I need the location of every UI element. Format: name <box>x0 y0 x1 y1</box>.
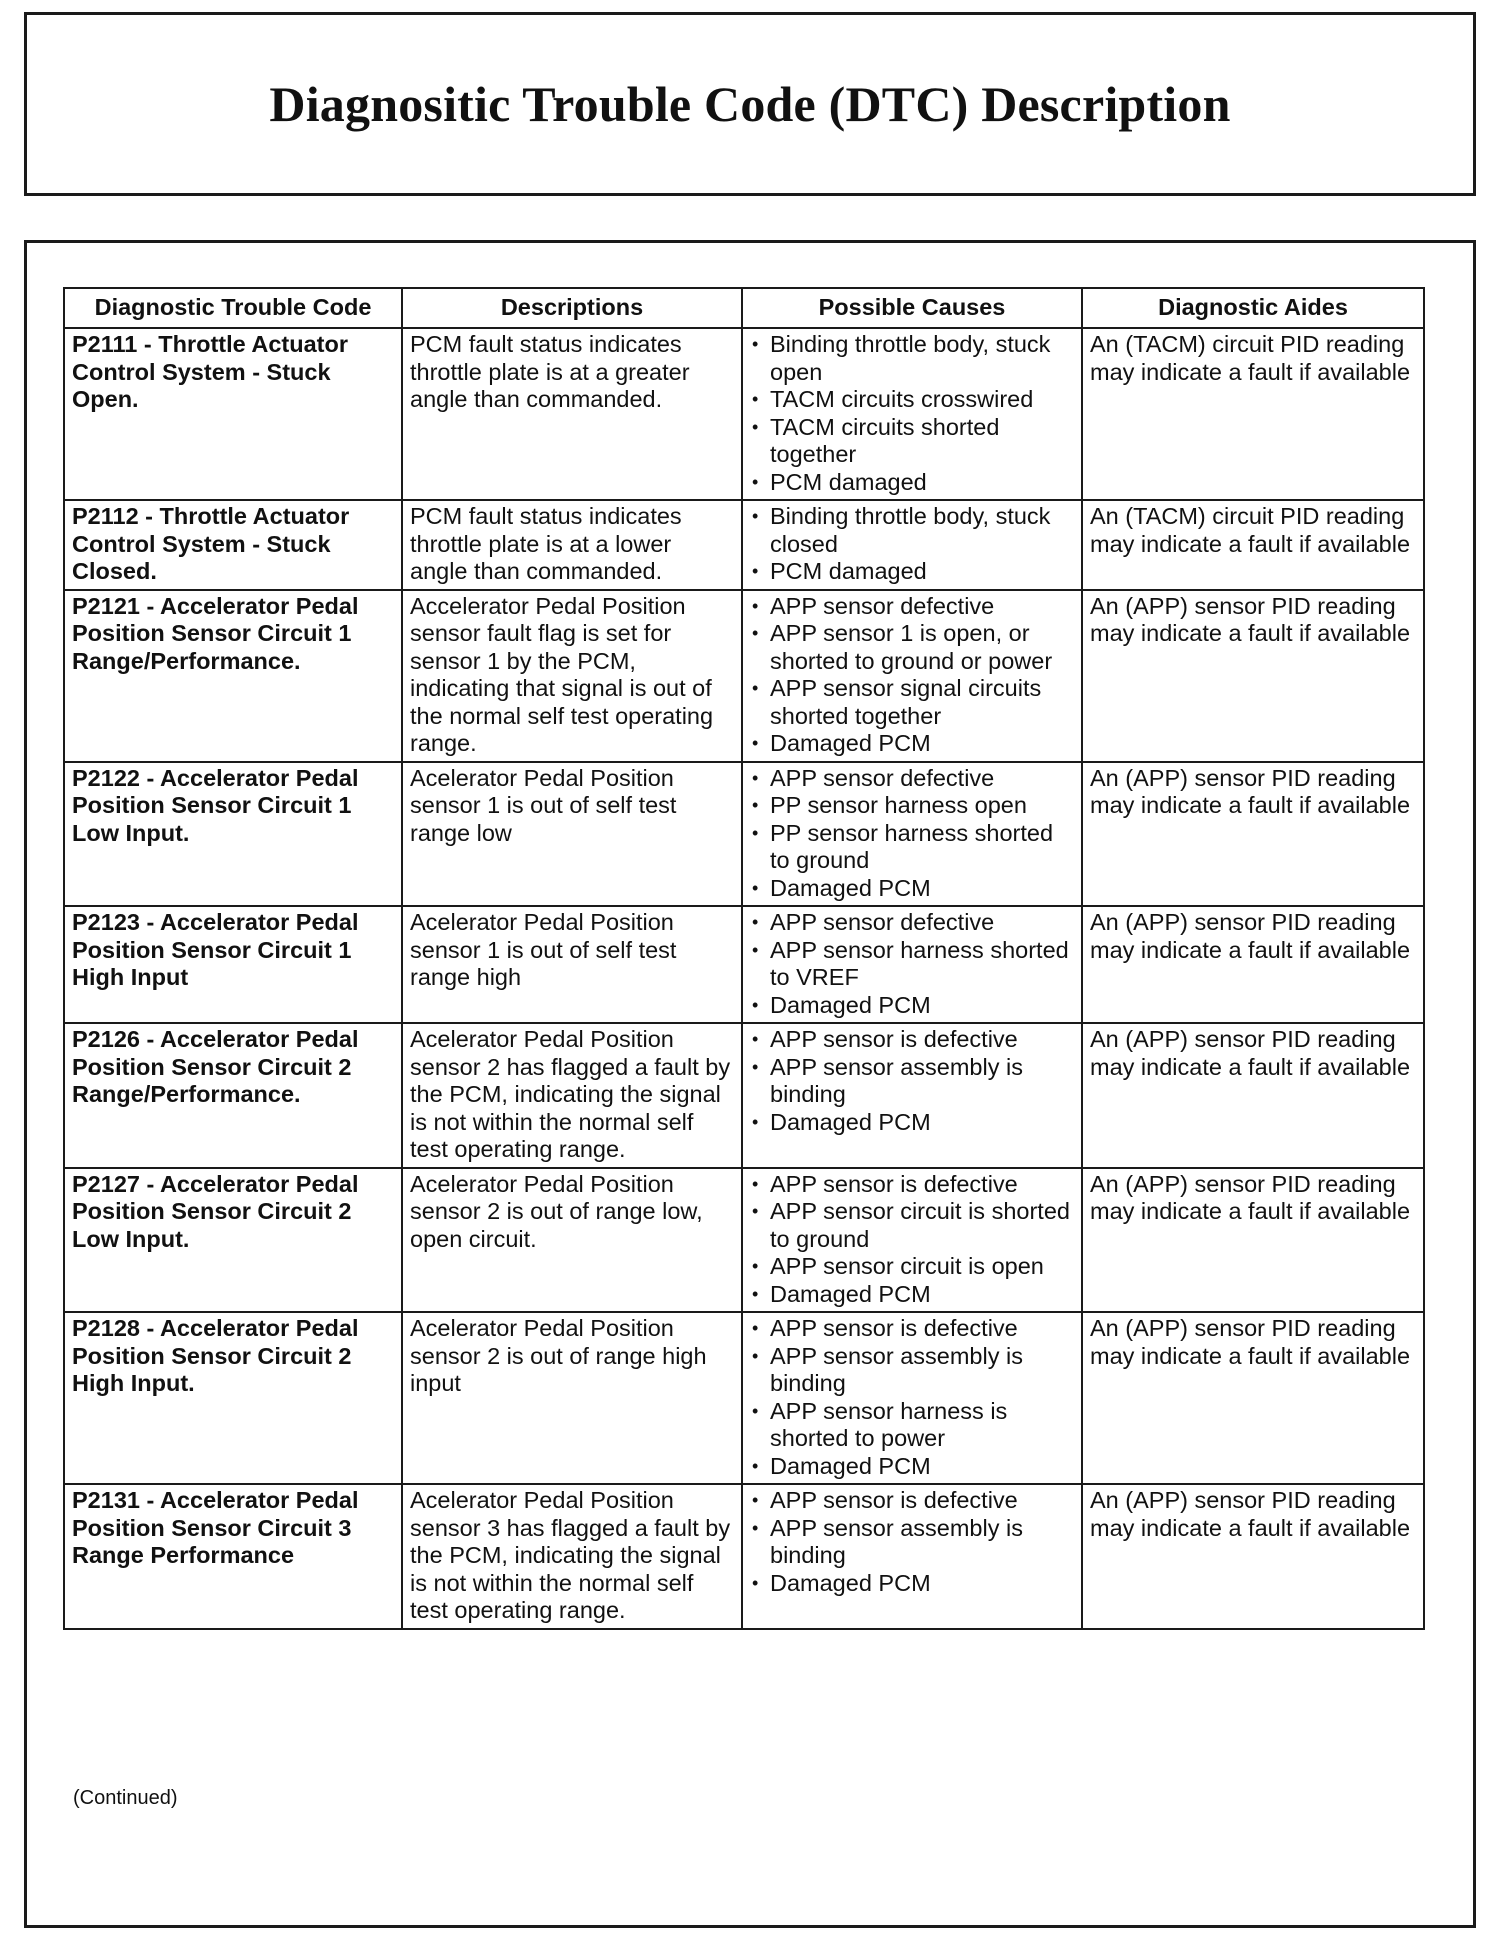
description-cell: Acelerator Pedal Position sensor 3 has flagged a fault by the PCM, indicating the signal is not within the normal self test operating range. <box>402 1484 742 1629</box>
cause-item: • Damaged PCM <box>750 992 1074 1020</box>
cause-item: • Damaged PCM <box>750 875 1074 903</box>
cause-item: • APP sensor assembly is binding <box>750 1343 1074 1398</box>
cause-item: • APP sensor assembly is binding <box>750 1515 1074 1570</box>
cause-item: • TACM circuits crosswired <box>750 386 1074 414</box>
dtc-code-cell: P2127 - Accelerator Pedal Position Sensor Circuit 2 Low Input. <box>64 1168 402 1313</box>
possible-causes-cell <box>742 328 1082 500</box>
table-row <box>64 906 1424 1023</box>
causes-list <box>750 765 1074 903</box>
possible-causes-cell <box>742 500 1082 590</box>
cause-item: • APP sensor assembly is binding <box>750 1054 1074 1109</box>
cause-item: • APP sensor defective <box>750 593 1074 621</box>
description-cell: Acelerator Pedal Position sensor 2 has flagged a fault by the PCM, indicating the signal is not within the normal self test operating range. <box>402 1023 742 1168</box>
diagnostic-aide-cell: An (APP) sensor PID reading may indicate a fault if available <box>1082 1312 1424 1484</box>
cause-item: • APP sensor circuit is open <box>750 1253 1074 1281</box>
cause-item: • PP sensor harness open <box>750 792 1074 820</box>
diagnostic-aide-cell: An (APP) sensor PID reading may indicate a fault if available <box>1082 1168 1424 1313</box>
cause-item: • APP sensor harness shorted to VREF <box>750 937 1074 992</box>
column-header-causes: Possible Causes <box>742 288 1082 328</box>
possible-causes-cell <box>742 1168 1082 1313</box>
description-cell: Acelerator Pedal Position sensor 1 is out of self test range low <box>402 762 742 907</box>
diagnostic-aide-cell: An (TACM) circuit PID reading may indicate a fault if available <box>1082 328 1424 500</box>
table-body <box>64 328 1424 1629</box>
description-cell: Acelerator Pedal Position sensor 2 is out of range high input <box>402 1312 742 1484</box>
description-cell: Acelerator Pedal Position sensor 2 is out of range low, open circuit. <box>402 1168 742 1313</box>
dtc-code-cell: P2111 - Throttle Actuator Control System - Stuck Open. <box>64 328 402 500</box>
causes-list <box>750 503 1074 586</box>
table-row <box>64 762 1424 907</box>
possible-causes-cell <box>742 1023 1082 1168</box>
dtc-code-cell: P2121 - Accelerator Pedal Position Sensor Circuit 1 Range/Performance. <box>64 590 402 762</box>
cause-item: • APP sensor circuit is shorted to ground <box>750 1198 1074 1253</box>
diagnostic-aide-cell: An (APP) sensor PID reading may indicate a fault if available <box>1082 906 1424 1023</box>
table-row <box>64 328 1424 500</box>
content-box <box>24 240 1476 1928</box>
cause-item: • Damaged PCM <box>750 730 1074 758</box>
cause-item: • APP sensor defective <box>750 765 1074 793</box>
table-row <box>64 1168 1424 1313</box>
possible-causes-cell <box>742 762 1082 907</box>
table-header-row <box>64 288 1424 328</box>
description-cell: PCM fault status indicates throttle plate is at a lower angle than commanded. <box>402 500 742 590</box>
title-box <box>24 12 1476 196</box>
description-cell: Acelerator Pedal Position sensor 1 is out of self test range high <box>402 906 742 1023</box>
causes-list <box>750 909 1074 1019</box>
continued-note: (Continued) <box>73 1787 178 1809</box>
cause-item: • PCM damaged <box>750 558 1074 586</box>
cause-item: • Damaged PCM <box>750 1281 1074 1309</box>
causes-list <box>750 1315 1074 1480</box>
diagnostic-aide-cell: An (APP) sensor PID reading may indicate a fault if available <box>1082 762 1424 907</box>
cause-item: • PP sensor harness shorted to ground <box>750 820 1074 875</box>
page-title: Diagnositic Trouble Code (DTC) Description <box>269 76 1231 132</box>
cause-item: • Damaged PCM <box>750 1453 1074 1481</box>
dtc-code-cell: P2126 - Accelerator Pedal Position Sensor Circuit 2 Range/Performance. <box>64 1023 402 1168</box>
diagnostic-aide-cell: An (APP) sensor PID reading may indicate a fault if available <box>1082 590 1424 762</box>
causes-list <box>750 331 1074 496</box>
possible-causes-cell <box>742 1312 1082 1484</box>
cause-item: • APP sensor is defective <box>750 1315 1074 1343</box>
dtc-code-cell: P2112 - Throttle Actuator Control System - Stuck Closed. <box>64 500 402 590</box>
cause-item: • Binding throttle body, stuck open <box>750 331 1074 386</box>
table-row <box>64 1484 1424 1629</box>
possible-causes-cell <box>742 590 1082 762</box>
dtc-table <box>63 287 1425 1630</box>
possible-causes-cell <box>742 906 1082 1023</box>
column-header-descriptions: Descriptions <box>402 288 742 328</box>
cause-item: • APP sensor defective <box>750 909 1074 937</box>
causes-list <box>750 1487 1074 1597</box>
description-cell: PCM fault status indicates throttle plate is at a greater angle than commanded. <box>402 328 742 500</box>
dtc-code-cell: P2122 - Accelerator Pedal Position Sensor Circuit 1 Low Input. <box>64 762 402 907</box>
cause-item: • APP sensor harness is shorted to power <box>750 1398 1074 1453</box>
cause-item: • Binding throttle body, stuck closed <box>750 503 1074 558</box>
column-header-aides: Diagnostic Aides <box>1082 288 1424 328</box>
diagnostic-aide-cell: An (APP) sensor PID reading may indicate a fault if available <box>1082 1484 1424 1629</box>
causes-list <box>750 1026 1074 1136</box>
table-row <box>64 590 1424 762</box>
diagnostic-aide-cell: An (APP) sensor PID reading may indicate a fault if available <box>1082 1023 1424 1168</box>
column-header-code: Diagnostic Trouble Code <box>64 288 402 328</box>
causes-list <box>750 1171 1074 1309</box>
table-row <box>64 500 1424 590</box>
cause-item: • Damaged PCM <box>750 1570 1074 1598</box>
cause-item: • TACM circuits shorted together <box>750 414 1074 469</box>
cause-item: • APP sensor 1 is open, or shorted to ground or power <box>750 620 1074 675</box>
cause-item: • Damaged PCM <box>750 1109 1074 1137</box>
possible-causes-cell <box>742 1484 1082 1629</box>
cause-item: • APP sensor is defective <box>750 1026 1074 1054</box>
cause-item: • PCM damaged <box>750 469 1074 497</box>
description-cell: Accelerator Pedal Position sensor fault flag is set for sensor 1 by the PCM, indicating that signal is out of the normal self test operating range. <box>402 590 742 762</box>
table-row <box>64 1023 1424 1168</box>
cause-item: • APP sensor signal circuits shorted together <box>750 675 1074 730</box>
causes-list <box>750 593 1074 758</box>
dtc-code-cell: P2128 - Accelerator Pedal Position Sensor Circuit 2 High Input. <box>64 1312 402 1484</box>
diagnostic-aide-cell: An (TACM) circuit PID reading may indicate a fault if available <box>1082 500 1424 590</box>
cause-item: • APP sensor is defective <box>750 1171 1074 1199</box>
cause-item: • APP sensor is defective <box>750 1487 1074 1515</box>
dtc-code-cell: P2131 - Accelerator Pedal Position Sensor Circuit 3 Range Performance <box>64 1484 402 1629</box>
dtc-code-cell: P2123 - Accelerator Pedal Position Sensor Circuit 1 High Input <box>64 906 402 1023</box>
table-row <box>64 1312 1424 1484</box>
